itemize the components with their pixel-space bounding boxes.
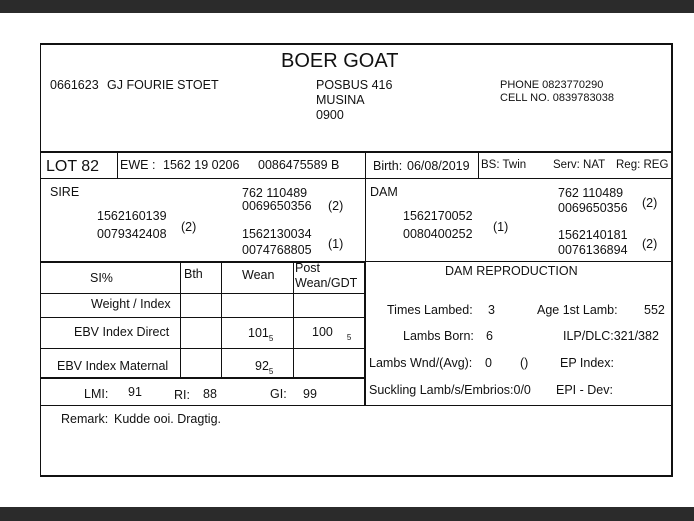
col-bth: Bth	[184, 267, 203, 281]
row-ebv-maternal: EBV Index Maternal	[57, 359, 169, 373]
ebv-direct-wean: $101_5$	[248, 326, 274, 343]
breeder-code: 0661623	[50, 78, 99, 92]
divider	[41, 178, 671, 179]
divider	[41, 377, 365, 379]
ri-label: RI:	[174, 388, 190, 402]
lmi-label: LMI:	[84, 387, 109, 401]
col-post-line1: Post	[295, 261, 321, 275]
sire-sire-reg: 0069650356	[242, 199, 312, 213]
registration-type: Reg: REG	[616, 159, 669, 171]
epi-dev: EPI - Dev:	[556, 383, 613, 397]
lot-card	[40, 43, 673, 477]
dam-sire-count: (2)	[642, 196, 658, 210]
gi-label: GI:	[270, 387, 287, 401]
lambs-born-label: Lambs Born:	[403, 329, 474, 343]
document-page	[0, 13, 694, 507]
age-first-lamb-label: Age 1st Lamb:	[537, 303, 618, 317]
ewe-label: EWE :	[120, 158, 156, 172]
lmi-value: 91	[128, 385, 142, 399]
lambs-born-value: 6	[486, 329, 493, 343]
sire-id: 1562160139	[97, 209, 167, 223]
address-line1: POSBUS 416	[316, 78, 393, 92]
ebv-direct-post: 100 $_5$	[312, 325, 352, 342]
ebv-maternal-wean: $92_5$	[255, 359, 274, 376]
suckling-embrios: Suckling Lamb/s/Embrios:0/0	[369, 383, 531, 397]
sire-sire-id: 762 110489	[242, 186, 308, 200]
lambs-weaned-label: Lambs Wnd/(Avg):	[369, 356, 473, 370]
sire-count: (2)	[181, 220, 197, 234]
ewe-registration: 0086475589 B	[258, 158, 340, 172]
dam-sire-reg: 0069650356	[558, 201, 628, 215]
row-ebv-direct: EBV Index Direct	[74, 325, 170, 339]
dam-dam-reg: 0076136894	[558, 243, 628, 257]
sire-dam-id: 1562130034	[242, 227, 312, 241]
divider	[365, 261, 671, 262]
dam-label: DAM	[370, 185, 398, 199]
lambs-weaned-avg: ()	[520, 356, 529, 370]
row-weight-index: Weight / Index	[91, 297, 171, 311]
times-lambed-value: 3	[488, 303, 495, 317]
divider	[365, 178, 366, 262]
sire-sire-count: (2)	[328, 199, 344, 213]
divider	[293, 261, 294, 378]
breeder-name: GJ FOURIE STOET	[107, 78, 219, 92]
divider	[41, 405, 671, 406]
divider	[41, 293, 365, 294]
sire-reg: 0079342408	[97, 227, 167, 241]
service-type: Serv: NAT	[553, 159, 606, 171]
lot-number: LOT 82	[46, 158, 100, 175]
birth-label: Birth:	[373, 159, 403, 173]
col-wean: Wean	[242, 268, 275, 282]
dam-count: (1)	[493, 220, 509, 234]
ri-value: 88	[203, 387, 217, 401]
si-header: SI%	[90, 271, 113, 285]
ilp-dlc: ILP/DLC:321/382	[563, 329, 659, 343]
reproduction-title: DAM REPRODUCTION	[445, 264, 578, 278]
divider	[180, 261, 181, 378]
col-post-line2: Wean/GDT	[295, 276, 358, 290]
sire-label: SIRE	[50, 185, 80, 199]
divider	[364, 261, 366, 405]
phone: PHONE 0823770290	[500, 79, 604, 91]
divider	[41, 348, 365, 349]
sire-dam-count: (1)	[328, 237, 344, 251]
remark-label: Remark:	[61, 412, 109, 426]
dam-sire-id: 762 110489	[558, 186, 624, 200]
dam-dam-count: (2)	[642, 237, 658, 251]
times-lambed-label: Times Lambed:	[387, 303, 473, 317]
ep-index: EP Index:	[560, 356, 614, 370]
divider	[41, 317, 365, 318]
birth-status: BS: Twin	[481, 159, 527, 171]
divider	[365, 151, 366, 178]
dam-dam-id: 1562140181	[558, 228, 628, 242]
lambs-weaned-value: 0	[485, 356, 492, 370]
divider	[478, 151, 479, 178]
dam-id: 1562170052	[403, 209, 473, 223]
birth-date: 06/08/2019	[407, 159, 470, 173]
age-first-lamb-value: 552	[644, 303, 665, 317]
sire-dam-reg: 0074768805	[242, 243, 312, 257]
address-line2: MUSINA	[316, 93, 365, 107]
cell-number: CELL NO. 0839783038	[500, 92, 614, 104]
address-line3: 0900	[316, 108, 344, 122]
dam-reg: 0080400252	[403, 227, 473, 241]
gi-value: 99	[303, 387, 317, 401]
ewe-id: 1562 19 0206	[163, 158, 240, 172]
divider	[221, 261, 222, 378]
divider	[41, 151, 671, 153]
divider	[117, 151, 118, 178]
card-title: BOER GOAT	[281, 50, 399, 72]
remark-text: Kudde ooi. Dragtig.	[114, 412, 222, 426]
